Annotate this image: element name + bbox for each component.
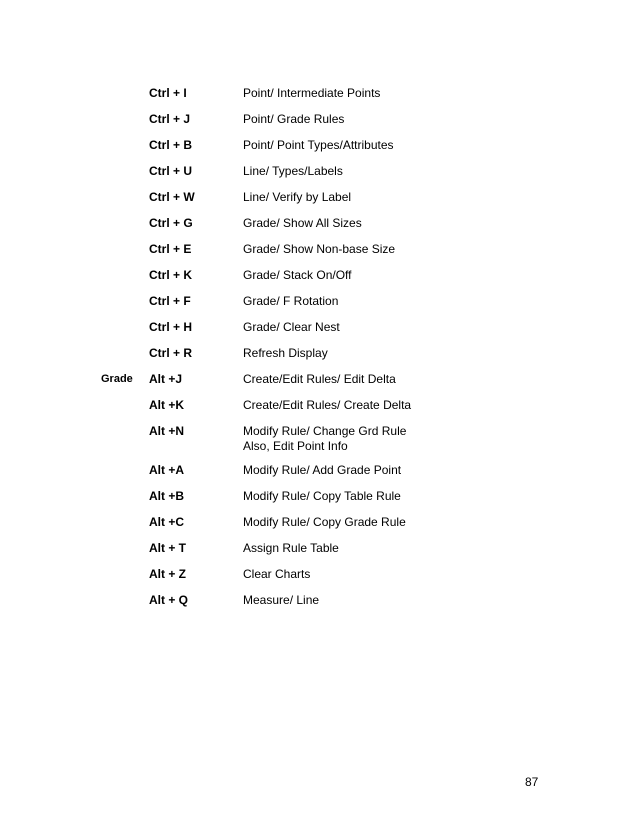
shortcut-key: Alt + T	[149, 541, 187, 555]
shortcut-key: Ctrl + K	[149, 268, 193, 282]
shortcut-row	[0, 112, 638, 138]
description-line: Grade/ Clear Nest	[243, 320, 340, 334]
shortcut-key: Ctrl + B	[149, 138, 193, 152]
shortcut-description	[243, 567, 563, 582]
description-line: Create/Edit Rules/ Create Delta	[243, 398, 412, 412]
shortcut-row	[0, 346, 638, 372]
shortcut-description	[243, 294, 563, 309]
shortcut-description	[243, 424, 563, 454]
shortcut-description	[243, 320, 563, 335]
shortcut-key: Ctrl + H	[149, 320, 193, 334]
shortcut-row	[0, 515, 638, 541]
shortcut-row	[0, 138, 638, 164]
shortcut-key: Alt + Q	[149, 593, 189, 607]
shortcut-table	[0, 86, 638, 619]
shortcut-description	[243, 515, 563, 530]
section-label: Grade	[101, 373, 133, 385]
shortcut-row	[0, 216, 638, 242]
shortcut-description	[243, 86, 563, 101]
shortcut-row	[0, 294, 638, 320]
shortcut-row	[0, 320, 638, 346]
shortcut-key: Alt +N	[149, 424, 185, 438]
shortcut-description	[243, 372, 563, 387]
shortcut-key: Ctrl + G	[149, 216, 193, 230]
shortcut-row	[0, 268, 638, 294]
description-line: Modify Rule/ Change Grd Rule	[243, 424, 407, 438]
shortcut-key: Alt +B	[149, 489, 185, 503]
description-line: Line/ Verify by Label	[243, 190, 352, 204]
shortcut-row	[0, 86, 638, 112]
shortcut-description	[243, 242, 563, 257]
page-number: 87	[525, 775, 539, 789]
shortcut-description	[243, 463, 563, 478]
description-line: Grade/ Show All Sizes	[243, 216, 362, 230]
shortcut-key: Ctrl + I	[149, 86, 187, 100]
description-line: Line/ Types/Labels	[243, 164, 343, 178]
shortcut-row	[0, 372, 638, 398]
shortcut-description	[243, 216, 563, 231]
description-line: Grade/ Stack On/Off	[243, 268, 352, 282]
shortcut-description	[243, 593, 563, 608]
shortcut-row	[0, 567, 638, 593]
description-line: Point/ Grade Rules	[243, 112, 345, 126]
shortcut-row	[0, 398, 638, 424]
shortcut-key: Ctrl + U	[149, 164, 193, 178]
shortcut-row	[0, 541, 638, 567]
shortcut-row	[0, 489, 638, 515]
description-line: Measure/ Line	[243, 593, 320, 607]
shortcut-description	[243, 112, 563, 127]
shortcut-description	[243, 346, 563, 361]
description-line: Modify Rule/ Copy Grade Rule	[243, 515, 406, 529]
shortcut-description	[243, 398, 563, 413]
description-line: Point/ Intermediate Points	[243, 86, 381, 100]
description-line: Point/ Point Types/Attributes	[243, 138, 394, 152]
description-line: Create/Edit Rules/ Edit Delta	[243, 372, 396, 386]
description-line: Also, Edit Point Info	[243, 439, 348, 453]
shortcut-description	[243, 138, 563, 153]
shortcut-row	[0, 164, 638, 190]
shortcut-key: Ctrl + F	[149, 294, 191, 308]
shortcut-key: Alt +J	[149, 372, 183, 386]
description-line: Grade/ Show Non-base Size	[243, 242, 396, 256]
shortcut-key: Alt + Z	[149, 567, 187, 581]
shortcut-description	[243, 268, 563, 283]
shortcut-key: Alt +A	[149, 463, 185, 477]
shortcut-key: Alt +K	[149, 398, 185, 412]
shortcut-row	[0, 242, 638, 268]
shortcut-description	[243, 190, 563, 205]
description-line: Modify Rule/ Copy Table Rule	[243, 489, 401, 503]
description-line: Clear Charts	[243, 567, 311, 581]
shortcut-description	[243, 489, 563, 504]
description-line: Assign Rule Table	[243, 541, 339, 555]
shortcut-row	[0, 424, 638, 463]
shortcut-description	[243, 164, 563, 179]
description-line: Grade/ F Rotation	[243, 294, 339, 308]
shortcut-key: Ctrl + W	[149, 190, 195, 204]
shortcut-row	[0, 593, 638, 619]
shortcut-key: Ctrl + E	[149, 242, 192, 256]
shortcut-row	[0, 190, 638, 216]
shortcut-key: Ctrl + J	[149, 112, 191, 126]
shortcut-key: Alt +C	[149, 515, 185, 529]
shortcut-row	[0, 463, 638, 489]
shortcut-description	[243, 541, 563, 556]
description-line: Modify Rule/ Add Grade Point	[243, 463, 402, 477]
description-line: Refresh Display	[243, 346, 328, 360]
shortcut-key: Ctrl + R	[149, 346, 193, 360]
